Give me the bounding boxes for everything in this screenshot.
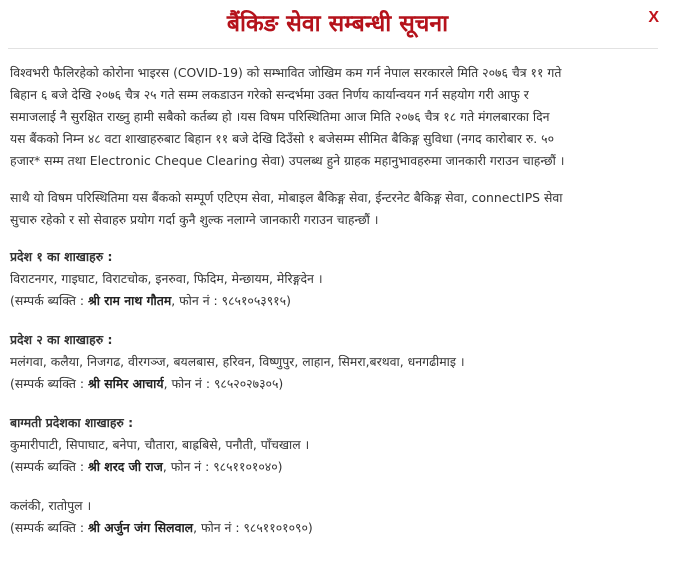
intro-line: हजार* सम्म तथा Electronic Cheque Clearing सेवा) उपलब्ध हुने ग्राहक महानुभावहरुमा जानकारी गराउन चाहन्छौं । — [10, 153, 565, 168]
contact-line — [10, 373, 662, 395]
intro-line: सुचारु रहेको र सो सेवाहरु प्रयोग गर्दा कुनै शुल्क नलाग्ने जानकारी गराउन चाहन्छौं । — [10, 212, 379, 227]
contact-line — [10, 456, 662, 478]
branch-list: कलंकी, रातोपुल । — [10, 498, 92, 513]
section-bagmati — [10, 412, 662, 478]
branch-list: कुमारीपाटी, सिपाघाट, बनेपा, चौतारा, बाह्रबिसे, पनौती, पाँचखाल । — [10, 437, 310, 452]
section-heading: प्रदेश १ का शाखाहरु : — [10, 249, 113, 264]
contact-phone: , फोन नं : ९८५११०१०४०) — [162, 459, 283, 474]
intro-paragraph-1 — [10, 62, 662, 172]
contact-phone: , फोन नं : ९८५२०२७३०५) — [163, 376, 284, 391]
notice-content[interactable] — [10, 62, 662, 539]
close-button[interactable]: X — [648, 9, 659, 26]
branch-list: विराटनगर, गाइघाट, विराटचोक, इनरुवा, फिदिम, मेन्छायम, मेरिङ्गदेन । — [10, 271, 323, 286]
contact-name: श्री समिर आचार्य — [87, 376, 164, 391]
contact-prefix: (सम्पर्क ब्यक्ति : — [10, 459, 88, 474]
contact-name: श्री राम नाथ गौतम — [87, 293, 172, 308]
contact-prefix: (सम्पर्क ब्यक्ति : — [10, 520, 88, 535]
section-province-1 — [10, 246, 662, 312]
modal-title: बैंकिङ सेवा सम्बन्धी सूचना — [226, 11, 449, 37]
contact-phone: , फोन नं : ९८५१०५३९१५) — [171, 293, 291, 308]
intro-line: साथै यो विषम परिस्थितिमा यस बैंकको सम्पूर्ण एटिएम सेवा, मोबाइल बैकिङ्ग सेवा, ईन्टरनेट बैकिङ्ग सेवा, connectIPS सेवा — [10, 190, 563, 205]
contact-line — [10, 290, 662, 312]
intro-paragraph-2 — [10, 187, 662, 231]
section-heading: बाग्मती प्रदेशका शाखाहरु : — [10, 415, 134, 430]
contact-prefix: (सम्पर्क ब्यक्ति : — [10, 293, 88, 308]
intro-line: समाजलाई नै सुरक्षित राख्नु हामी सबैको कर्तब्य हो ।यस विषम परिस्थितिमा आज मिति २०७६ चैत्र १८ गते मंगलबारका दिन — [10, 109, 550, 124]
intro-line: यस बैंकको निम्न ४८ वटा शाखाहरुबाट बिहान ११ बजे देखि दिउँसो १ बजेसम्म सीमित बैकिङ्ग सुविधा (नगद कारोबार रु. ५० — [10, 131, 555, 146]
contact-phone: , फोन नं : ९८५११०१०९०) — [193, 520, 313, 535]
branch-list: मलंगवा, कलैया, निजगढ, वीरगञ्ज, बयलबास, हरिवन, विष्णुपुर, लाहान, सिमरा,बरथवा, धनगढीमाइ । — [10, 354, 465, 369]
section-kathmandu — [10, 495, 662, 539]
intro-line: बिहान ६ बजे देखि २०७६ चैत्र २५ गते सम्म लकडाउन गरेको सन्दर्भमा उक्त निर्णय कार्यान्वयन गर्न सहयोग गरी आफु र — [10, 87, 529, 102]
scrollbar[interactable] — [665, 48, 675, 565]
contact-name: श्री अर्जुन जंग सिलवाल — [87, 520, 194, 535]
intro-line: विश्वभरी फैलिरहेको कोरोना भाइरस (COVID-19) को सम्भावित जोखिम कम गर्न नेपाल सरकारले मिति २०७६ चैत्र ११ गते — [10, 65, 562, 80]
contact-prefix: (सम्पर्क ब्यक्ति : — [10, 376, 88, 391]
contact-name: श्री शरद जी राज — [87, 459, 163, 474]
contact-line — [10, 517, 662, 539]
title-divider — [8, 48, 658, 49]
section-heading: प्रदेश २ का शाखाहरु : — [10, 332, 113, 347]
section-province-2 — [10, 329, 662, 395]
